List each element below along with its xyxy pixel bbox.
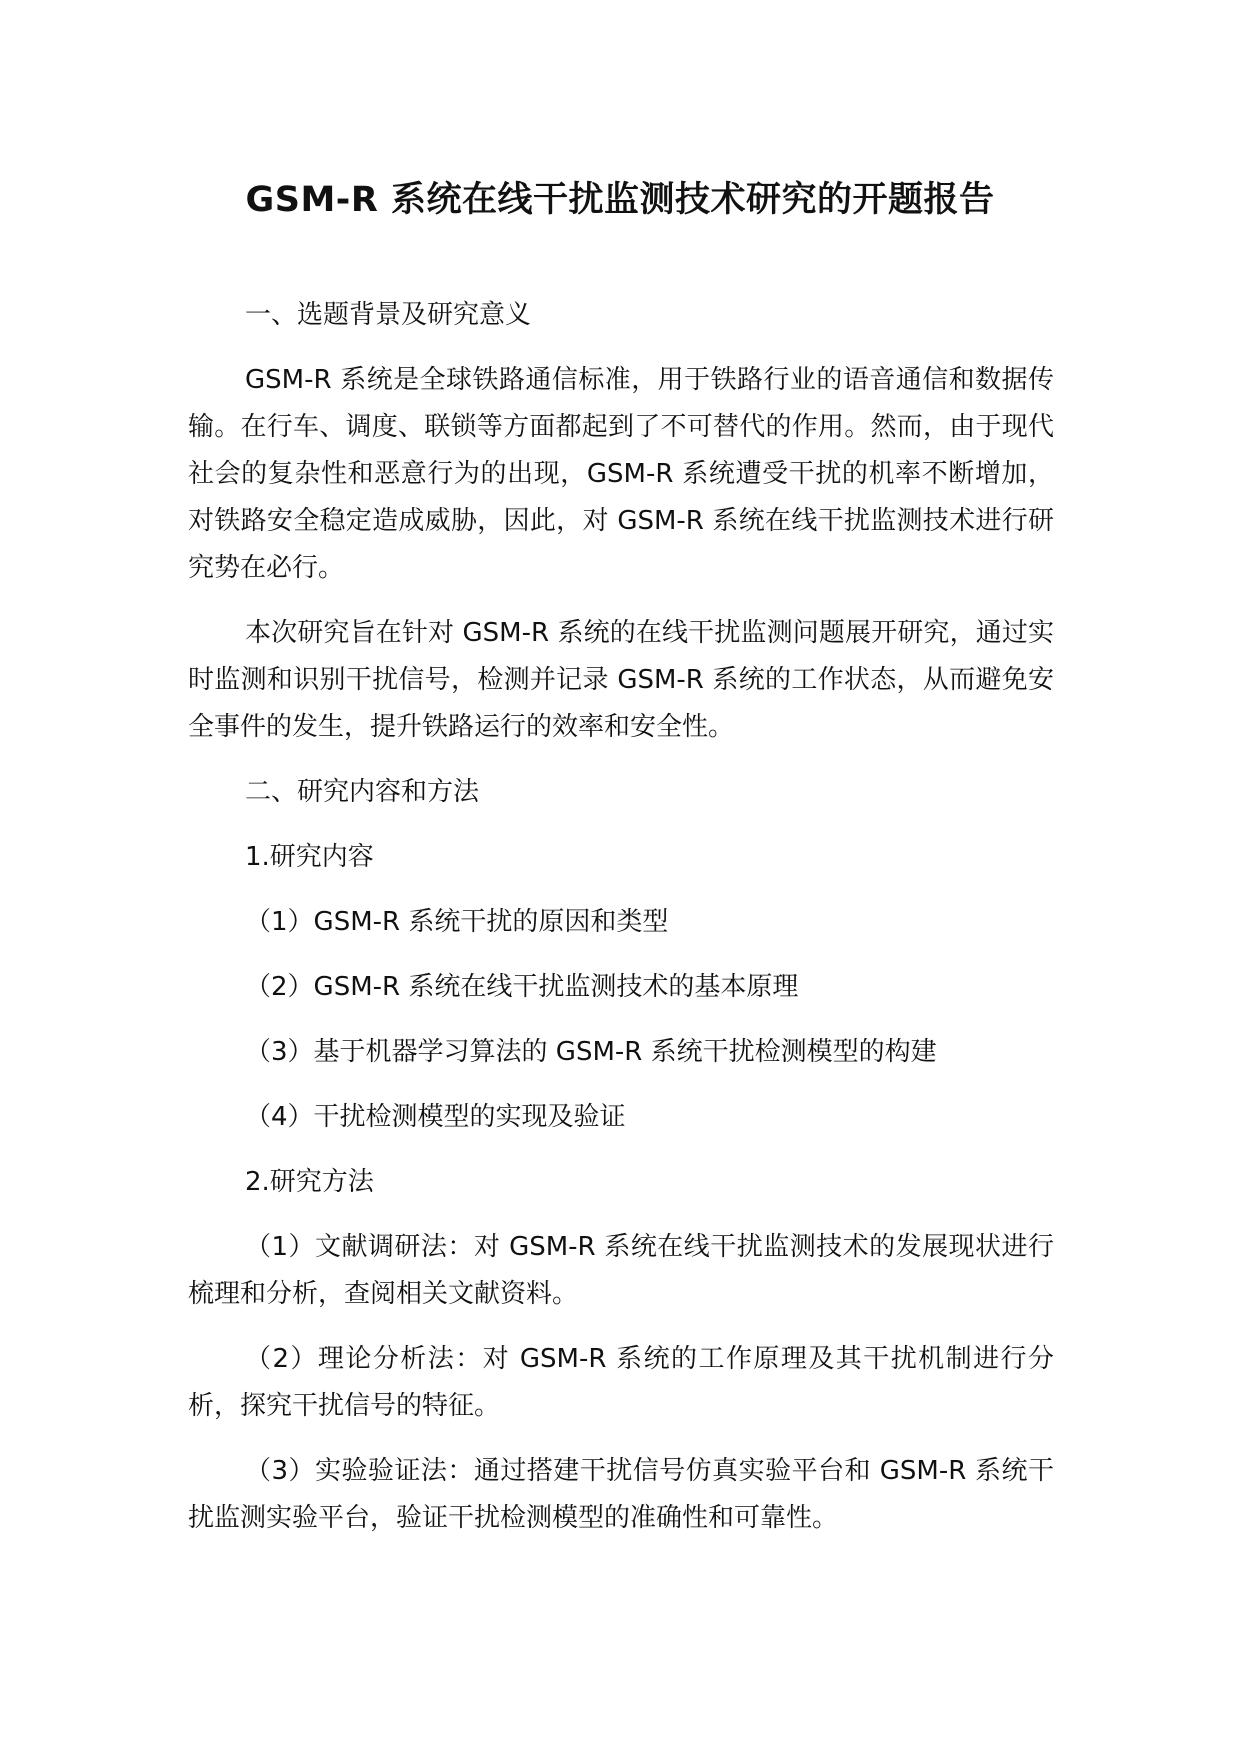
section-heading-content-methods: 二、研究内容和方法 <box>245 777 480 807</box>
subheading-research-methods: 2.研究方法 <box>245 1167 374 1197</box>
method-item-3: （3）实验验证法：通过搭建干扰信号仿真实验平台和 GSM-R 系统干扰监测实验平台，验证干扰检测模型的准确性和可靠性。 <box>188 1456 1054 1533</box>
content-item-1: （1）GSM-R 系统干扰的原因和类型 <box>245 907 669 937</box>
section-heading-background: 一、选题背景及研究意义 <box>245 300 532 330</box>
content-item-3: （3）基于机器学习算法的 GSM-R 系统干扰检测模型的构建 <box>245 1037 937 1067</box>
document-body <box>188 292 1054 1560</box>
method-item-2: （2）理论分析法：对 GSM-R 系统的工作原理及其干扰机制进行分析，探究干扰信号的特征。 <box>188 1344 1054 1421</box>
document-title: GSM-R 系统在线干扰监测技术研究的开题报告 <box>245 180 995 220</box>
content-item-2: （2）GSM-R 系统在线干扰监测技术的基本原理 <box>245 972 799 1002</box>
background-paragraph: GSM-R 系统是全球铁路通信标准，用于铁路行业的语音通信和数据传输。在行车、调度、联锁等方面都起到了不可替代的作用。然而，由于现代社会的复杂性和恶意行为的出现，GSM-R 系统遭受干扰的机率不断增加，对铁路安全稳定造成威胁，因此，对 GSM-R 系统在线干扰监测技术进行研究势在必行。 <box>188 365 1054 583</box>
subheading-research-content: 1.研究内容 <box>245 842 374 872</box>
significance-paragraph: 本次研究旨在针对 GSM-R 系统的在线干扰监测问题展开研究，通过实时监测和识别干扰信号，检测并记录 GSM-R 系统的工作状态，从而避免安全事件的发生，提升铁路运行的效率和安全性。 <box>188 618 1054 742</box>
method-item-1: （1）文献调研法：对 GSM-R 系统在线干扰监测技术的发展现状进行梳理和分析，查阅相关文献资料。 <box>188 1232 1054 1309</box>
content-item-4: （4）干扰检测模型的实现及验证 <box>245 1102 626 1132</box>
